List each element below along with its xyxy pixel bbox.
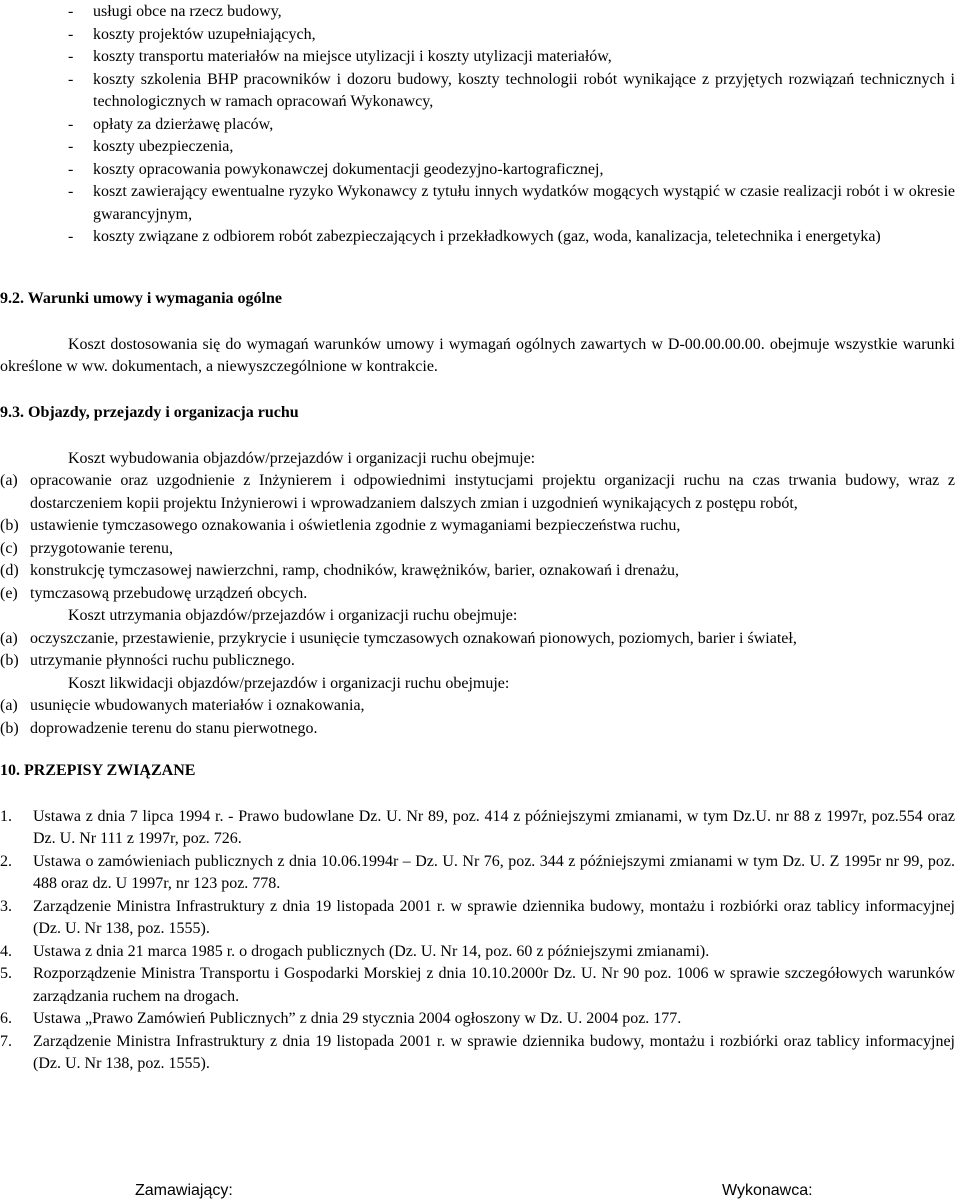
item-label: (e) xyxy=(0,584,18,602)
item-label: (c) xyxy=(0,539,18,557)
dash-marker: - xyxy=(68,115,74,133)
list-item xyxy=(0,718,955,741)
item-text: konstrukcję tymczasowej nawierzchni, ramp, chodników, krawężników, barier, oznakowań i drenażu, xyxy=(30,562,680,579)
item-text: Zarządzenie Ministra Infrastruktury z dnia 19 listopada 2001 r. w sprawie dziennika budowy, montażu i rozbiórki oraz tablicy informacyjnej (Dz. U. Nr 138, poz. 1555). xyxy=(33,1032,955,1072)
bullet-item xyxy=(0,226,955,249)
item-text: ustawienie tymczasowego oznakowania i oświetlenia zgodnie z wymaganiami bezpieczeństwa ruchu, xyxy=(30,517,681,534)
dash-marker: - xyxy=(68,25,74,43)
item-text: Ustawa „Prawo Zamówień Publicznych” z dnia 29 stycznia 2004 ogłoszony w Dz. U. 2004 poz. 177. xyxy=(33,1010,682,1027)
item-label: (d) xyxy=(0,562,19,579)
bullet-item xyxy=(0,46,955,69)
item-label: 1. xyxy=(0,807,12,825)
item-label: 3. xyxy=(0,897,12,915)
item-label: 2. xyxy=(0,852,12,870)
construction-cost-intro: Koszt wybudowania objazdów/przejazdów i organizacji ruchu obejmuje: xyxy=(68,449,536,467)
item-text: przygotowanie terenu, xyxy=(30,539,174,557)
regulation-item xyxy=(0,806,955,851)
dash-marker: - xyxy=(68,228,74,245)
bullet-item xyxy=(0,159,955,182)
item-text: Ustawa z dnia 7 lipca 1994 r. - Prawo budowlane Dz. U. Nr 89, poz. 414 z późniejszymi zmianami, w tym Dz.U. nr 88 z 1997r, poz.554 oraz Dz. U. Nr 111 z 1997r, poz. 726. xyxy=(33,807,955,847)
bullet-text: opłaty za dzierżawę placów, xyxy=(93,115,274,133)
dash-marker: - xyxy=(68,138,74,155)
item-label: (b) xyxy=(0,652,19,669)
section-10-heading: 10. PRZEPISY ZWIĄZANE xyxy=(0,762,196,779)
dash-marker: - xyxy=(68,160,74,178)
item-text: oczyszczanie, przestawienie, przykrycie i usunięcie tymczasowych oznakowań pionowych, poziomych, barier i świateł, xyxy=(30,629,797,647)
item-label: 7. xyxy=(0,1032,12,1050)
bullet-text: koszty transportu materiałów na miejsce utylizacji i koszty utylizacji materiałów, xyxy=(93,48,612,65)
cost-bullet-list xyxy=(0,1,955,249)
dash-marker: - xyxy=(68,183,74,200)
regulation-item xyxy=(0,851,955,896)
list-item xyxy=(0,538,955,561)
item-label: (a) xyxy=(0,472,18,489)
section-10 xyxy=(0,760,955,1076)
item-text: Rozporządzenie Ministra Transportu i Gospodarki Morskiej z dnia 10.10.2000r Dz. U. Nr 90 poz. 1006 w sprawie szczegółowych warunków zarządzania ruchem na drogach. xyxy=(33,965,955,1005)
section-9-2-heading: 9.2. Warunki umowy i wymagania ogólne xyxy=(0,290,282,307)
bullet-item xyxy=(0,181,955,226)
signature-contractor-label: Wykonawca: xyxy=(722,1182,813,1199)
item-label: (a) xyxy=(0,697,18,714)
section-9-3 xyxy=(0,402,955,740)
list-item xyxy=(0,583,955,606)
dash-marker: - xyxy=(68,70,74,88)
list-item xyxy=(0,695,955,718)
regulation-item xyxy=(0,896,955,941)
item-text: usunięcie wbudowanych materiałów i oznakowania, xyxy=(30,697,365,714)
item-label: (b) xyxy=(0,517,19,534)
list-item xyxy=(0,560,955,583)
bullet-text: koszty szkolenia BHP pracowników i dozoru budowy, koszty technologii robót wynikające z przyjętych rozwiązań technicznych i technologicznych w ramach opracowań Wykonawcy, xyxy=(93,70,955,110)
bullet-text: koszty ubezpieczenia, xyxy=(93,138,234,155)
item-text: Zarządzenie Ministra Infrastruktury z dnia 19 listopada 2001 r. w sprawie dziennika budowy, montażu i rozbiórki oraz tablicy informacyjnej (Dz. U. Nr 138, poz. 1555). xyxy=(33,897,955,937)
regulations-list xyxy=(0,806,955,1076)
section-9-3-heading: 9.3. Objazdy, przejazdy i organizacja ruchu xyxy=(0,404,299,421)
item-label: 4. xyxy=(0,942,12,960)
regulation-item xyxy=(0,1008,955,1031)
bullet-item xyxy=(0,69,955,114)
removal-cost-intro: Koszt likwidacji objazdów/przejazdów i organizacji ruchu obejmuje: xyxy=(68,674,510,692)
item-text: Ustawa o zamówieniach publicznych z dnia 10.06.1994r – Dz. U. Nr 76, poz. 344 z późniejszymi zmianami w tym Dz. U. Z 1995r nr 99, poz. 488 oraz dz. U 1997r, nr 123 poz. 778. xyxy=(33,852,955,892)
signature-client-label: Zamawiający: xyxy=(135,1182,233,1199)
item-text: opracowanie oraz uzgodnienie z Inżynierem i odpowiednimi instytucjami projektu organizacji ruchu na czas trwania budowy, wraz z dostarczeniem kopii projektu Inżynierowi i wprowadzaniem dalszych zmian i uzgodnień wynikających z postępu robót, xyxy=(30,472,955,512)
list-item xyxy=(0,628,955,651)
item-text: doprowadzenie terenu do stanu pierwotnego. xyxy=(30,719,318,737)
list-item xyxy=(0,515,955,538)
list-item xyxy=(0,470,955,515)
bullet-text: koszt zawierający ewentualne ryzyko Wykonawcy z tytułu innych wydatków mogących wystąpić w czasie realizacji robót i w okresie gwarancyjnym, xyxy=(93,183,955,223)
bullet-text: usługi obce na rzecz budowy, xyxy=(93,3,282,20)
maintenance-cost-intro: Koszt utrzymania objazdów/przejazdów i organizacji ruchu obejmuje: xyxy=(68,607,518,624)
bullet-item xyxy=(0,1,955,24)
item-text: tymczasową przebudowę urządzeń obcych. xyxy=(30,584,308,602)
list-item xyxy=(0,650,955,673)
item-label: 5. xyxy=(0,965,12,982)
bullet-item xyxy=(0,24,955,47)
regulation-item xyxy=(0,941,955,964)
bullet-text: koszty opracowania powykonawczej dokumentacji geodezyjno-kartograficznej, xyxy=(93,160,604,178)
bullet-item xyxy=(0,136,955,159)
bullet-item xyxy=(0,114,955,137)
dash-marker: - xyxy=(68,48,74,65)
dash-marker: - xyxy=(68,3,74,20)
section-9-2 xyxy=(0,288,955,379)
bullet-text: koszty związane z odbiorem robót zabezpieczających i przekładkowych (gaz, woda, kanalizacja, teletechnika i energetyka) xyxy=(93,228,881,245)
item-label: (b) xyxy=(0,719,19,737)
item-text: utrzymanie płynności ruchu publicznego. xyxy=(30,652,295,669)
section-9-2-text: Koszt dostosowania się do wymagań warunków umowy i wymagań ogólnych zawartych w D-00.00.00.00. obejmuje wszystkie warunki określone w ww. dokumentach, a niewyszczególnione w kontrakcie. xyxy=(0,335,955,375)
regulation-item xyxy=(0,1031,955,1076)
item-label: 6. xyxy=(0,1010,12,1027)
item-text: Ustawa z dnia 21 marca 1985 r. o drogach publicznych (Dz. U. Nr 14, poz. 60 z późniejszymi zmianami). xyxy=(33,942,710,960)
regulation-item xyxy=(0,963,955,1008)
item-label: (a) xyxy=(0,629,18,647)
bullet-text: koszty projektów uzupełniających, xyxy=(93,25,316,43)
